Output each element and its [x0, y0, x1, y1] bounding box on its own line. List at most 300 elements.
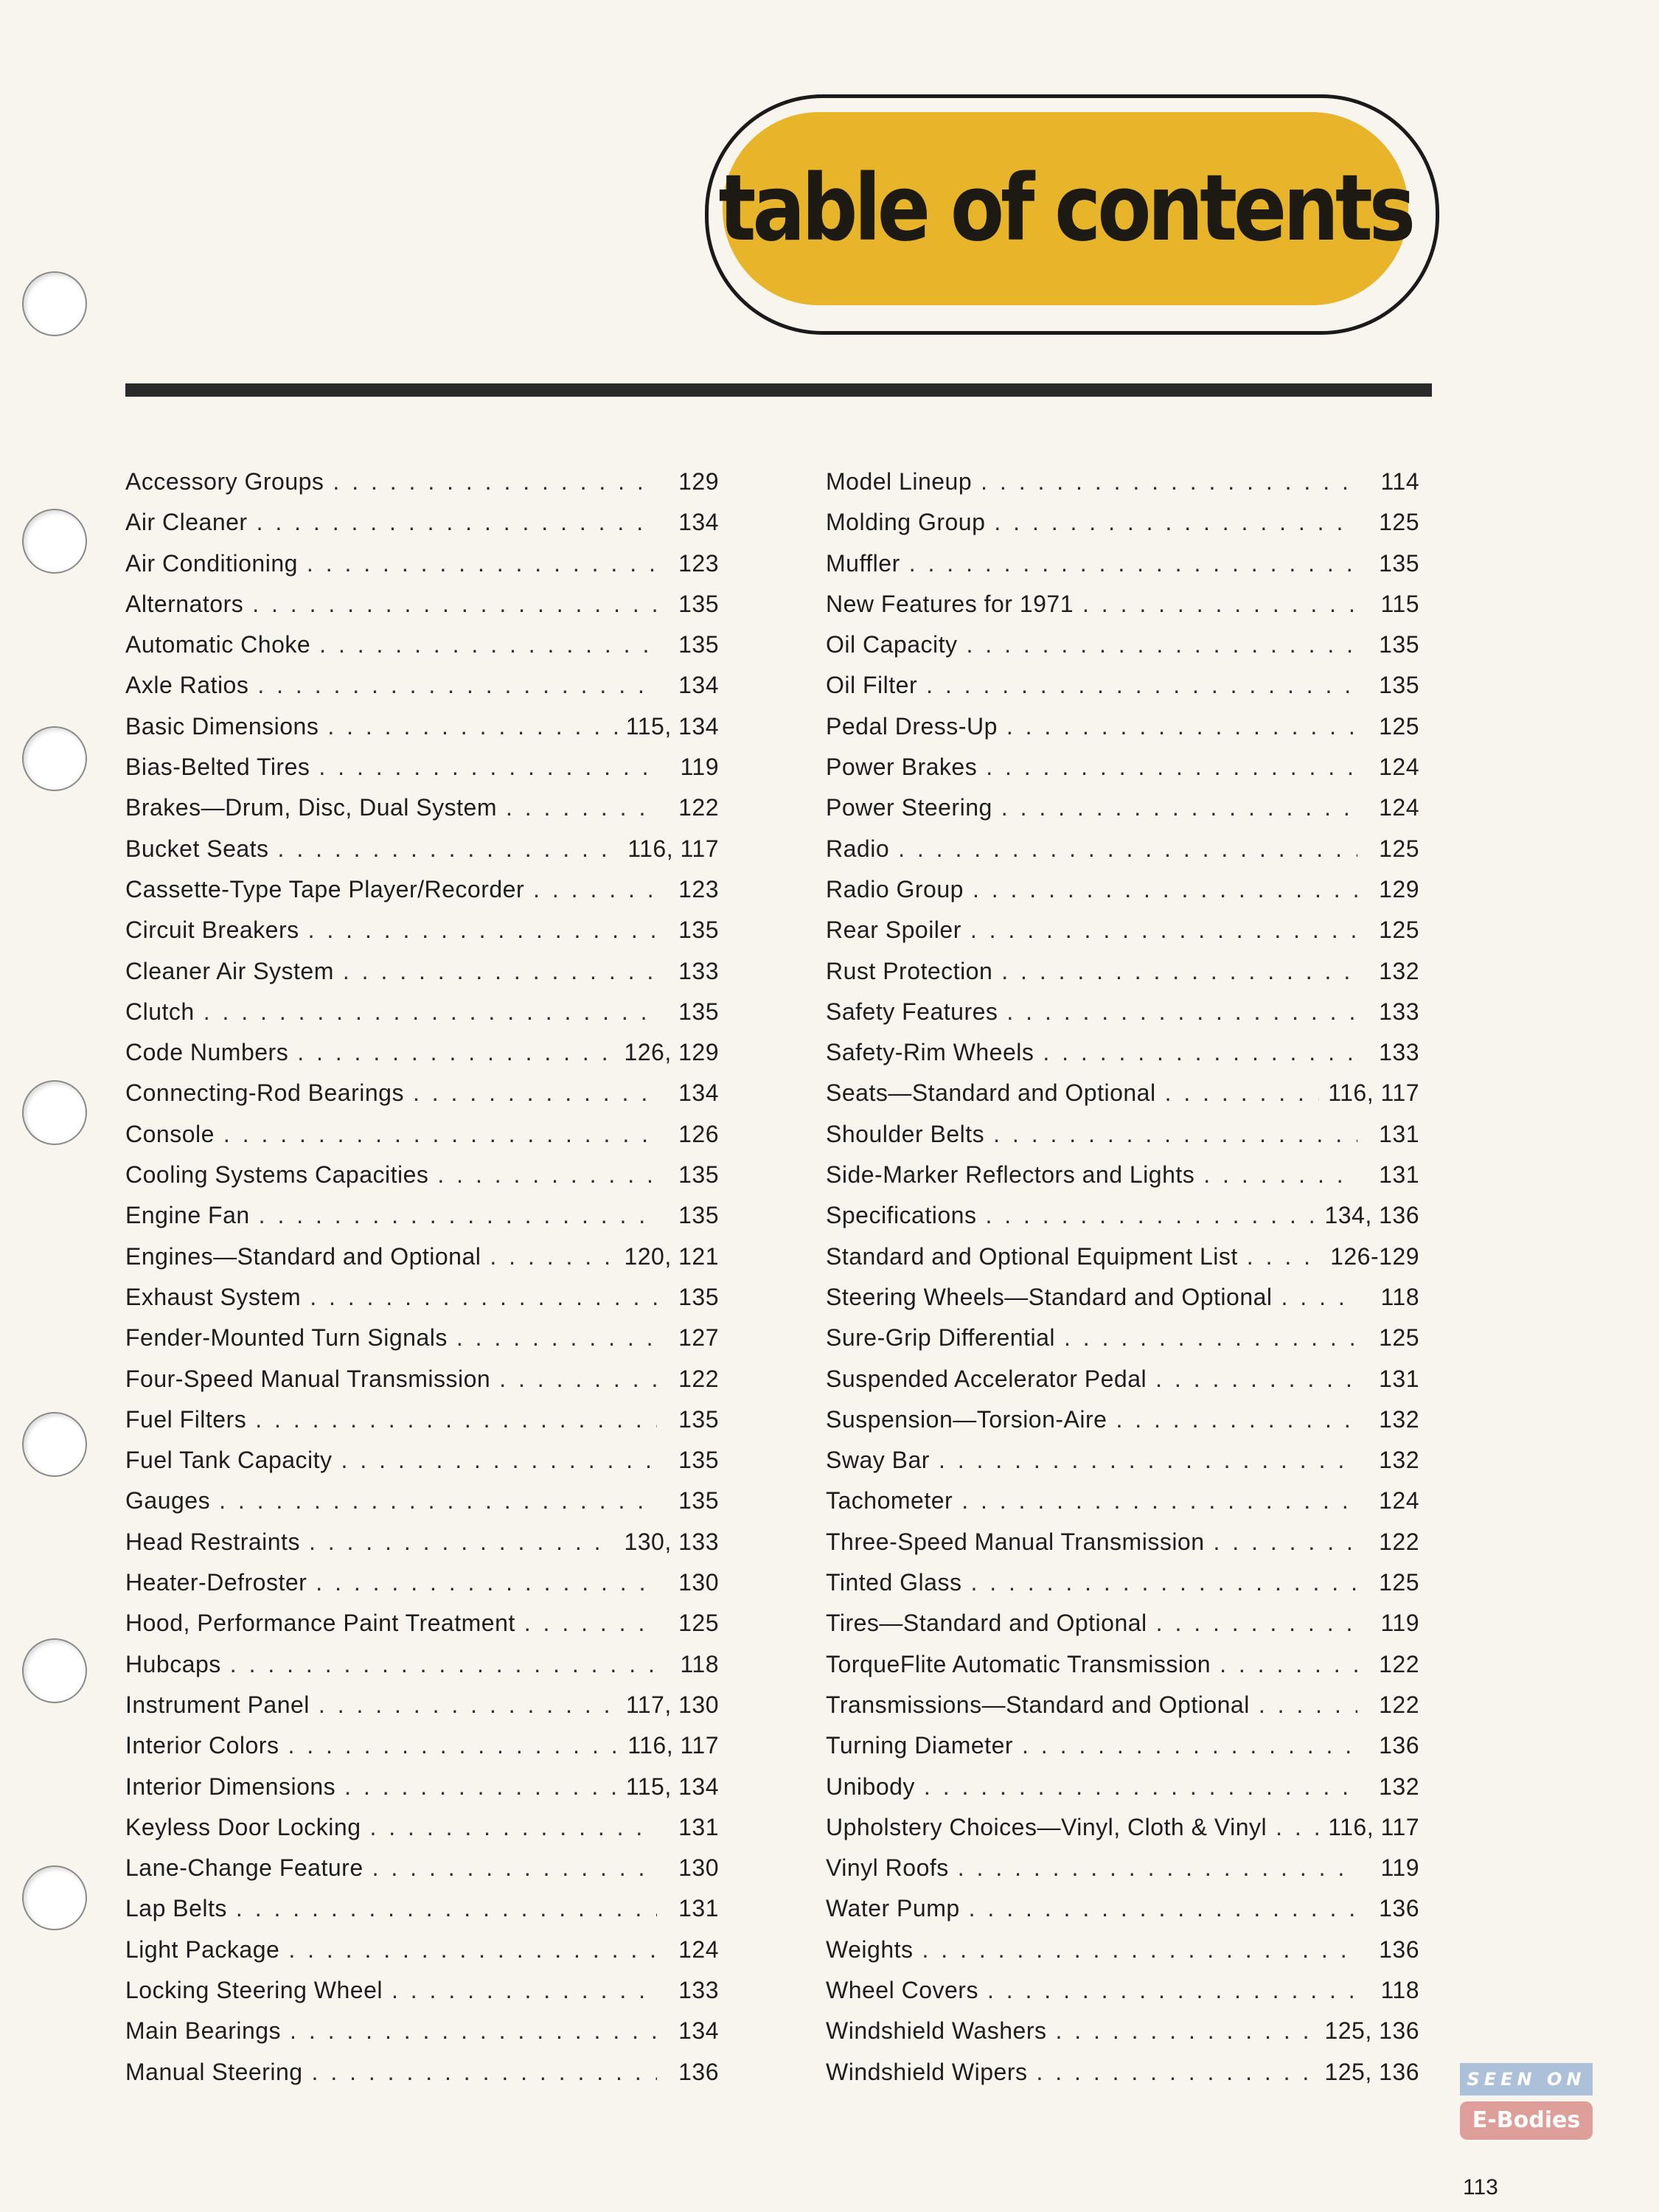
dot-leader [319, 631, 657, 658]
toc-entry [826, 794, 1419, 835]
dot-leader [319, 754, 657, 781]
toc-entry-topic: Cassette-Type Tape Player/Recorder [125, 875, 525, 902]
toc-entry [826, 2059, 1419, 2099]
toc-entry [125, 1079, 719, 1120]
binder-hole [22, 1638, 87, 1703]
dot-leader [343, 958, 657, 985]
dot-leader [994, 509, 1357, 536]
toc-entry [826, 1691, 1419, 1732]
toc-entry-pages: 122 [678, 1365, 719, 1392]
toc-entry [826, 1447, 1419, 1487]
toc-entry-topic: Windshield Washers [826, 2017, 1047, 2045]
dot-leader [1043, 1039, 1357, 1066]
dot-leader [223, 1121, 657, 1148]
dot-leader [252, 591, 657, 618]
toc-entry [826, 1284, 1419, 1324]
toc-entry [125, 1284, 719, 1324]
toc-entry [826, 1732, 1419, 1773]
toc-entry [125, 468, 719, 509]
toc-entry-pages: 125 [1379, 509, 1419, 536]
toc-entry-topic: Lane-Change Feature [125, 1854, 364, 1882]
toc-entry-topic: Radio Group [826, 875, 964, 902]
toc-entry-topic: Axle Ratios [125, 672, 249, 699]
toc-entry-topic: Steering Wheels—Standard and Optional [826, 1283, 1273, 1310]
toc-entry-topic: Gauges [125, 1487, 211, 1514]
toc-entry [826, 713, 1419, 754]
dot-leader [219, 1487, 657, 1514]
toc-entry [826, 1039, 1419, 1079]
toc-entry-pages: 136 [1379, 1732, 1419, 1759]
toc-entry-pages: 135 [678, 1447, 719, 1474]
toc-entry-pages: 134, 136 [1324, 1202, 1419, 1229]
dot-leader [924, 1773, 1357, 1801]
toc-entry-topic: Manual Steering [125, 2058, 303, 2085]
toc-entry-pages: 133 [1379, 1039, 1419, 1066]
dot-leader [1001, 794, 1357, 821]
dot-leader [288, 1732, 619, 1759]
toc-entry-topic: Safety Features [826, 998, 998, 1025]
toc-entry [826, 754, 1419, 794]
toc-entry-pages: 122 [1379, 1528, 1419, 1555]
dot-leader [533, 876, 657, 903]
page-number: 113 [1463, 2175, 1498, 2199]
toc-entry-pages: 132 [1379, 1405, 1419, 1433]
toc-entry-topic: Interior Colors [125, 1732, 279, 1759]
toc-entry-topic: Muffler [826, 549, 900, 577]
toc-entry-topic: Automatic Choke [125, 631, 311, 658]
toc-entry-pages: 118 [680, 1650, 719, 1677]
toc-entry-pages: 135 [678, 998, 719, 1025]
toc-entry-pages: 118 [1380, 1283, 1419, 1310]
toc-entry [826, 1366, 1419, 1406]
toc-entry [826, 1569, 1419, 1610]
binder-hole [22, 271, 87, 336]
toc-entry [125, 1161, 719, 1202]
dot-leader [1247, 1243, 1321, 1270]
toc-entry [826, 1895, 1419, 1935]
dot-leader [1082, 591, 1357, 618]
binder-hole [22, 1865, 87, 1930]
toc-entry [125, 2017, 719, 2058]
toc-entry-topic: Unibody [826, 1773, 915, 1800]
toc-entry [125, 2059, 719, 2099]
toc-entry [826, 1977, 1419, 2017]
toc-entry-topic: Console [125, 1120, 215, 1147]
dot-leader [1165, 1079, 1320, 1107]
toc-entry [125, 1202, 719, 1242]
toc-entry [125, 550, 719, 591]
dot-leader [939, 1447, 1357, 1474]
toc-entry-pages: 127 [678, 1324, 719, 1352]
dot-leader [297, 1039, 615, 1066]
toc-entry-pages: 115 [1380, 590, 1419, 617]
toc-entry [826, 1487, 1419, 1528]
dot-leader [230, 1651, 657, 1678]
toc-entry [125, 835, 719, 876]
toc-entry-topic: Basic Dimensions [125, 712, 319, 740]
dot-leader [312, 2059, 657, 2086]
toc-entry-topic: New Features for 1971 [826, 590, 1074, 617]
toc-entry-topic: Radio [826, 835, 890, 862]
dot-leader [437, 1161, 657, 1189]
toc-entry [125, 1569, 719, 1610]
toc-entry-pages: 125 [1379, 712, 1419, 740]
dot-leader [1203, 1161, 1357, 1189]
toc-entry-topic: Shoulder Belts [826, 1120, 985, 1147]
toc-entry [125, 998, 719, 1039]
toc-entry-topic: Code Numbers [125, 1039, 289, 1066]
toc-entry-pages: 126-129 [1330, 1242, 1419, 1270]
dot-leader [1220, 1651, 1357, 1678]
dot-leader [316, 1569, 657, 1596]
toc-entry [826, 1324, 1419, 1365]
toc-entry-pages: 124 [1379, 1487, 1419, 1514]
toc-entry-topic: Rear Spoiler [826, 917, 961, 944]
dot-leader [1156, 1610, 1357, 1637]
dot-leader [981, 468, 1357, 495]
toc-entry [826, 509, 1419, 549]
dot-leader [961, 1487, 1357, 1514]
toc-entry [125, 754, 719, 794]
toc-entry [826, 1773, 1419, 1814]
toc-entry-pages: 135 [678, 1487, 719, 1514]
toc-entry-pages: 118 [1380, 1976, 1419, 2003]
toc-entry-pages: 135 [678, 1202, 719, 1229]
toc-entry [125, 591, 719, 631]
toc-entry-topic: Turning Diameter [826, 1732, 1014, 1759]
dot-leader [255, 1406, 657, 1433]
toc-entry-topic: Tires—Standard and Optional [826, 1610, 1147, 1637]
toc-entry-pages: 132 [1379, 957, 1419, 984]
dot-leader [898, 835, 1357, 863]
toc-entry-topic: Suspended Accelerator Pedal [826, 1365, 1147, 1392]
dot-leader [392, 1977, 657, 2004]
toc-entry-topic: Clutch [125, 998, 195, 1025]
toc-entry-topic: Heater-Defroster [125, 1569, 307, 1596]
toc-entry-pages: 130 [678, 1854, 719, 1882]
toc-entry-pages: 125, 136 [1324, 2017, 1419, 2045]
toc-entry-topic: Oil Filter [826, 672, 918, 699]
toc-entry [125, 631, 719, 672]
dot-leader [1064, 1324, 1357, 1352]
toc-entry-topic: Model Lineup [826, 468, 973, 495]
dot-leader [1022, 1732, 1357, 1759]
toc-entry-topic: Bucket Seats [125, 835, 269, 862]
toc-entry-pages: 135 [678, 917, 719, 944]
binder-hole [22, 509, 87, 574]
toc-entry-topic: Four-Speed Manual Transmission [125, 1365, 491, 1392]
toc-entry [826, 1651, 1419, 1691]
dot-leader [524, 1610, 657, 1637]
dot-leader [257, 509, 657, 536]
toc-entry [125, 794, 719, 835]
dot-leader [985, 1202, 1315, 1229]
dot-leader [1116, 1406, 1357, 1433]
toc-entry-pages: 136 [1379, 1895, 1419, 1922]
toc-entry [125, 713, 719, 754]
toc-entry-topic: Sure-Grip Differential [826, 1324, 1055, 1352]
toc-entry-topic: Vinyl Roofs [826, 1854, 949, 1882]
dot-leader [369, 1814, 657, 1841]
dot-leader [1001, 958, 1357, 985]
toc-entry [125, 1977, 719, 2017]
dot-leader [499, 1366, 657, 1393]
toc-entry-topic: Accessory Groups [125, 468, 324, 495]
toc-entry [826, 1243, 1419, 1284]
dot-leader [1155, 1366, 1357, 1393]
toc-entry-pages: 136 [1379, 1935, 1419, 1963]
toc-entry [125, 917, 719, 957]
toc-entry-pages: 131 [678, 1813, 719, 1840]
toc-entry-topic: Seats—Standard and Optional [826, 1079, 1156, 1107]
toc-entry [125, 1895, 719, 1935]
toc-entry-pages: 132 [1379, 1773, 1419, 1800]
toc-entry-topic: Side-Marker Reflectors and Lights [826, 1161, 1195, 1189]
watermark-logo [1460, 2063, 1593, 2152]
toc-entry [125, 1854, 719, 1895]
toc-entry-topic: Hubcaps [125, 1650, 221, 1677]
toc-entry-pages: 116, 117 [1328, 1079, 1419, 1107]
toc-entry-topic: Power Brakes [826, 754, 978, 781]
toc-entry [826, 591, 1419, 631]
dot-leader [506, 794, 657, 821]
watermark-line-2: E-Bodies [1460, 2101, 1593, 2140]
dot-leader [372, 1854, 657, 1882]
toc-entry-pages: 134 [678, 672, 719, 699]
toc-entry-pages: 134 [678, 509, 719, 536]
dot-leader [204, 998, 657, 1026]
toc-entry-pages: 136 [678, 2058, 719, 2085]
toc-entry-pages: 135 [678, 590, 719, 617]
dot-leader [986, 754, 1357, 781]
dot-leader [236, 1895, 657, 1922]
toc-entry-pages: 122 [1379, 1691, 1419, 1718]
dot-leader [333, 468, 657, 495]
toc-entry [125, 1487, 719, 1528]
toc-entry-topic: Oil Capacity [826, 631, 958, 658]
toc-entry [826, 672, 1419, 712]
toc-entry-pages: 124 [678, 1935, 719, 1963]
toc-entry-topic: Connecting-Rod Bearings [125, 1079, 404, 1107]
toc-entry-pages: 134 [678, 1079, 719, 1107]
toc-entry-topic: Cooling Systems Capacities [125, 1161, 429, 1189]
toc-entry-pages: 116, 117 [627, 1732, 719, 1759]
toc-entry-pages: 119 [1380, 1610, 1419, 1637]
toc-entry [125, 1936, 719, 1977]
dot-leader [310, 1284, 657, 1311]
toc-entry-pages: 135 [1379, 672, 1419, 699]
toc-entry [826, 998, 1419, 1039]
toc-entry-pages: 129 [678, 468, 719, 495]
toc-entry [826, 1854, 1419, 1895]
toc-entry-topic: Locking Steering Wheel [125, 1976, 383, 2003]
toc-entry-pages: 125 [678, 1610, 719, 1637]
toc-entry-pages: 125 [1379, 917, 1419, 944]
dot-leader [993, 1121, 1357, 1148]
toc-entry-pages: 119 [1380, 1854, 1419, 1882]
toc-entry [826, 917, 1419, 957]
binder-hole [22, 726, 87, 791]
toc-entry [826, 1936, 1419, 1977]
toc-entry-pages: 135 [1379, 549, 1419, 577]
dot-leader [926, 672, 1357, 699]
toc-entry-topic: Instrument Panel [125, 1691, 310, 1718]
toc-entry [125, 1243, 719, 1284]
toc-entry-pages: 114 [1380, 468, 1419, 495]
toc-entry [826, 835, 1419, 876]
toc-entry-topic: Head Restraints [125, 1528, 300, 1555]
dot-leader [1259, 1691, 1357, 1719]
title-divider [125, 383, 1432, 397]
dot-leader [288, 1936, 657, 1964]
title-badge [718, 112, 1413, 305]
toc-entry [826, 550, 1419, 591]
toc-entry-pages: 116, 117 [1328, 1813, 1419, 1840]
toc-entry-pages: 125, 136 [1324, 2058, 1419, 2085]
toc-entry [125, 1773, 719, 1814]
toc-entry [125, 876, 719, 917]
dot-leader [344, 1773, 617, 1801]
toc-entry-topic: Bias-Belted Tires [125, 754, 310, 781]
toc-entry-topic: Wheel Covers [826, 1976, 978, 2003]
dot-leader [341, 1447, 657, 1474]
binder-hole [22, 1412, 87, 1477]
toc-entry-pages: 120, 121 [624, 1242, 719, 1270]
toc-entry-pages: 135 [678, 1283, 719, 1310]
dot-leader [967, 631, 1358, 658]
toc-entry-topic: Fuel Tank Capacity [125, 1447, 333, 1474]
toc-entry-topic: Main Bearings [125, 2017, 282, 2045]
toc-entry-pages: 125 [1379, 1569, 1419, 1596]
toc-entry-topic: Three-Speed Manual Transmission [826, 1528, 1205, 1555]
toc-column-left [125, 468, 719, 2099]
toc-entry [125, 1406, 719, 1447]
dot-leader [909, 550, 1357, 577]
toc-entry-pages: 124 [1379, 794, 1419, 821]
dot-leader [1214, 1528, 1357, 1556]
dot-leader [307, 550, 657, 577]
toc-entry-topic: Alternators [125, 590, 244, 617]
toc-entry [826, 958, 1419, 998]
dot-leader [922, 1936, 1357, 1964]
toc-entry-topic: Rust Protection [826, 957, 993, 984]
toc-entry-topic: Weights [826, 1935, 914, 1963]
toc-entry-pages: 123 [678, 549, 719, 577]
toc-entry [826, 1202, 1419, 1242]
toc-entry-pages: 125 [1379, 1324, 1419, 1352]
toc-entry [826, 631, 1419, 672]
dot-leader [973, 876, 1357, 903]
toc-entry [826, 1121, 1419, 1161]
toc-entry-pages: 126 [678, 1120, 719, 1147]
toc-entry-topic: Power Steering [826, 794, 992, 821]
toc-entry-pages: 126, 129 [624, 1039, 719, 1066]
dot-leader [327, 713, 617, 740]
dot-leader [987, 1977, 1357, 2004]
toc-entry-topic: Interior Dimensions [125, 1773, 336, 1800]
toc-entry [826, 1079, 1419, 1120]
watermark-line-1: SEEN ON [1460, 2063, 1593, 2096]
toc-entry [826, 2017, 1419, 2058]
toc-entry [125, 1366, 719, 1406]
binder-hole [22, 1080, 87, 1145]
toc-entry-pages: 116, 117 [627, 835, 719, 862]
toc-entry-pages: 135 [678, 1161, 719, 1189]
toc-entry-topic: Air Cleaner [125, 509, 248, 536]
toc-entry [125, 509, 719, 549]
dot-leader [1276, 1814, 1319, 1841]
toc-entry [826, 1406, 1419, 1447]
toc-entry-pages: 133 [678, 957, 719, 984]
dot-leader [1281, 1284, 1357, 1311]
toc-entry-topic: Specifications [826, 1202, 977, 1229]
toc-entry-pages: 130 [678, 1569, 719, 1596]
toc-entry [826, 1814, 1419, 1854]
toc-entry-pages: 132 [1379, 1447, 1419, 1474]
toc-column-right [826, 468, 1419, 2099]
dot-leader [413, 1079, 657, 1107]
toc-entry [125, 958, 719, 998]
toc-entry [125, 1447, 719, 1487]
toc-entry-topic: Pedal Dress-Up [826, 712, 998, 740]
toc-entry [125, 1039, 719, 1079]
toc-entry-pages: 131 [1379, 1161, 1419, 1189]
toc-entry-topic: Engines—Standard and Optional [125, 1242, 481, 1270]
toc-entry [826, 1161, 1419, 1202]
dot-leader [278, 835, 619, 863]
toc-entry-topic: Water Pump [826, 1895, 960, 1922]
toc-entry-pages: 124 [1379, 754, 1419, 781]
toc-entry-topic: Safety-Rim Wheels [826, 1039, 1034, 1066]
toc-entry-pages: 134 [678, 2017, 719, 2045]
dot-leader [259, 1202, 657, 1229]
toc-entry [125, 1732, 719, 1773]
toc-entry-topic: Tinted Glass [826, 1569, 962, 1596]
toc-entry-pages: 122 [678, 794, 719, 821]
toc-entry-pages: 135 [1379, 631, 1419, 658]
dot-leader [958, 1854, 1357, 1882]
toc-entry-topic: Air Conditioning [125, 549, 298, 577]
toc-entry-pages: 115, 134 [625, 712, 719, 740]
toc-entry [826, 1528, 1419, 1569]
dot-leader [1006, 713, 1357, 740]
toc-entry-topic: Molding Group [826, 509, 986, 536]
toc-entry-topic: Sway Bar [826, 1447, 930, 1474]
dot-leader [490, 1243, 615, 1270]
dot-leader [257, 672, 657, 699]
toc-entry-pages: 131 [678, 1895, 719, 1922]
toc-entry [125, 1528, 719, 1569]
page-title: table of contents [718, 156, 1413, 262]
dot-leader [969, 1895, 1357, 1922]
toc-entry [125, 1691, 719, 1732]
toc-entry-pages: 119 [680, 754, 719, 781]
toc-entry-topic: Brakes—Drum, Disc, Dual System [125, 794, 497, 821]
dot-leader [970, 917, 1357, 944]
toc-entry-pages: 133 [1379, 998, 1419, 1025]
dot-leader [456, 1324, 657, 1352]
toc-entry-pages: 117, 130 [625, 1691, 719, 1718]
toc-entry-topic: Light Package [125, 1935, 280, 1963]
toc-entry-topic: Tachometer [826, 1487, 953, 1514]
dot-leader [309, 1528, 616, 1556]
toc-entry-pages: 130, 133 [624, 1528, 719, 1555]
toc-entry [826, 1610, 1419, 1650]
toc-entry-pages: 122 [1379, 1650, 1419, 1677]
toc-entry-topic: Exhaust System [125, 1283, 302, 1310]
toc-entry [125, 1610, 719, 1650]
toc-entry-pages: 131 [1379, 1365, 1419, 1392]
